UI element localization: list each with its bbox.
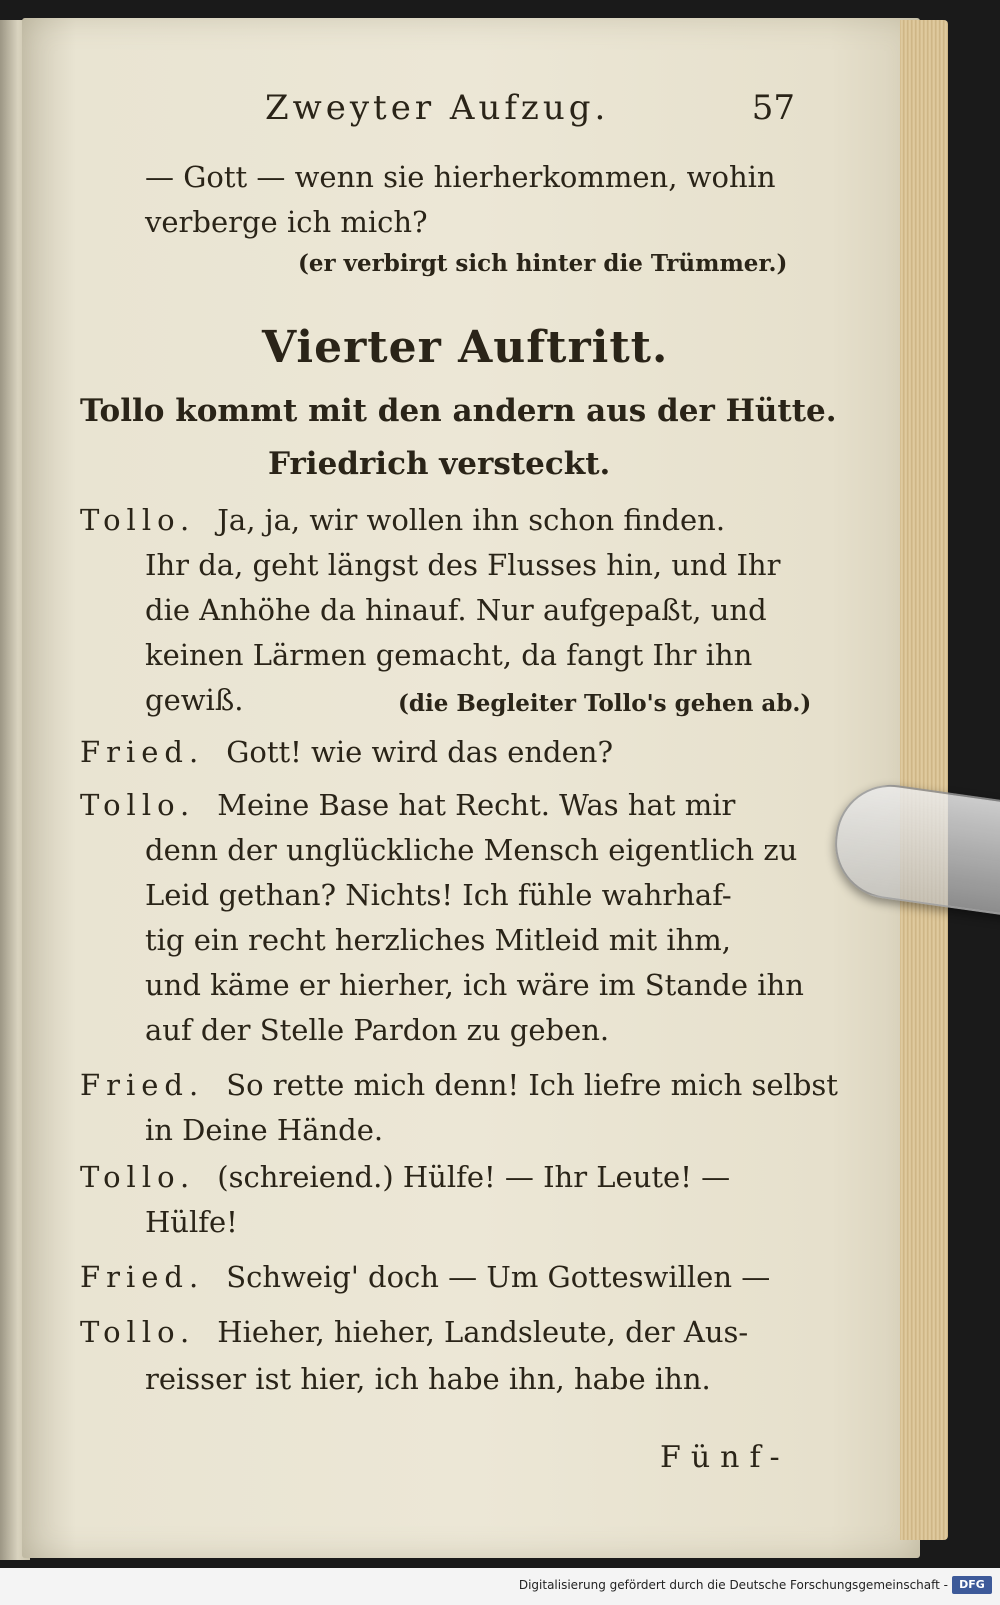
speech-text: Gott! wie wird das enden?	[226, 735, 613, 769]
speech-text: So rette mich denn! Ich liefre mich selbst	[226, 1068, 838, 1102]
speaker: Fried.	[80, 735, 205, 769]
speech-line: die Anhöhe da hinauf. Nur aufgepaßt, und	[145, 593, 767, 627]
page-number: 57	[751, 88, 795, 128]
speaker: Tollo.	[80, 503, 196, 537]
dfg-logo: DFG	[952, 1576, 992, 1594]
speaker: Fried.	[80, 1068, 205, 1102]
speech-line: tig ein recht herzliches Mitleid mit ihm,	[145, 923, 732, 957]
speaker: Tollo.	[80, 788, 196, 822]
speech-line	[80, 1160, 730, 1194]
text-line: — Gott — wenn sie hierherkommen, wohin	[145, 160, 776, 194]
speech-line	[80, 1068, 838, 1102]
speech-line: in Deine Hände.	[145, 1113, 384, 1147]
speech-line: und käme er hierher, ich wäre im Stande ihn	[145, 968, 804, 1002]
running-header	[265, 88, 795, 138]
stage-direction: (die Begleiter Tollo's gehen ab.)	[398, 690, 812, 717]
speech-text: (schreiend.) Hülfe! — Ihr Leute! —	[217, 1160, 731, 1194]
stage-direction: (er verbirgt sich hinter die Trümmer.)	[298, 250, 788, 277]
speaker: Tollo.	[80, 1160, 196, 1194]
speech-line: denn der unglückliche Mensch eigentlich zu	[145, 833, 798, 867]
speech-line	[80, 788, 735, 822]
speech-line	[80, 1315, 748, 1349]
speech-text: Ja, ja, wir wollen ihn schon finden.	[217, 503, 726, 537]
speaker: Tollo.	[80, 1315, 196, 1349]
speech-line: gewiß.	[145, 683, 244, 717]
speaker: Fried.	[80, 1260, 205, 1294]
speech-line: Leid gethan? Nichts! Ich fühle wahrhaf-	[145, 878, 732, 912]
speech-line	[80, 1260, 770, 1294]
footer-bar	[0, 1568, 1000, 1605]
speech-line	[80, 503, 725, 537]
speech-text: Meine Base hat Recht. Was hat mir	[217, 788, 736, 822]
speech-line: reisser ist hier, ich habe ihn, habe ihn.	[145, 1362, 711, 1396]
speech-line	[80, 735, 613, 769]
header-title: Zweyter Aufzug.	[265, 88, 610, 128]
scene-title: Vierter Auftritt.	[262, 322, 669, 373]
speech-line: Hülfe!	[145, 1205, 238, 1239]
scene-description: Tollo kommt mit den andern aus der Hütte.	[80, 393, 837, 429]
speech-text: Hieher, hieher, Landsleute, der Aus-	[217, 1315, 749, 1349]
text-line: verberge ich mich?	[145, 205, 428, 239]
scene-description: Friedrich versteckt.	[268, 446, 611, 482]
speech-text: Schweig' doch — Um Gotteswillen —	[226, 1260, 771, 1294]
speech-line: auf der Stelle Pardon zu geben.	[145, 1013, 610, 1047]
footer-credit: Digitalisierung gefördert durch die Deutsche Forschungsgemeinschaft -	[518, 1578, 948, 1592]
speech-line: Ihr da, geht längst des Flusses hin, und Ihr	[145, 548, 781, 582]
speech-line: keinen Lärmen gemacht, da fangt Ihr ihn	[145, 638, 753, 672]
catchword: Fünf-	[660, 1440, 790, 1475]
